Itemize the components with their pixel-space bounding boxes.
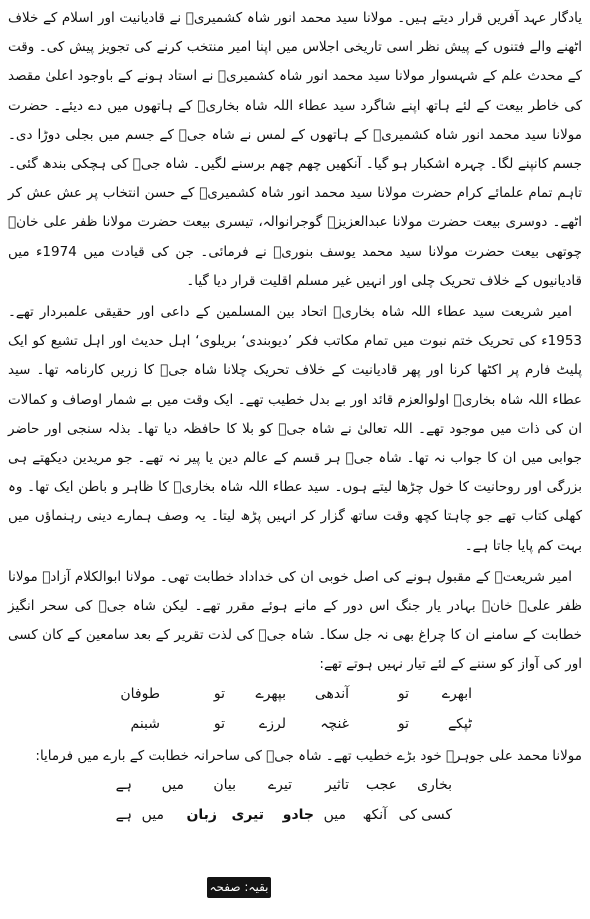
verse-2-line-2 [8, 803, 582, 833]
verse-word: عجب [365, 776, 397, 793]
verse-word: میں [161, 776, 184, 793]
verse-word: لرزے [259, 715, 286, 732]
verse-word: میں [141, 806, 164, 823]
paragraph-3: امیر شریعتؒ کے مقبول ہونے کی اصل خوبی ان کی خداداد خطابت تھی۔ مولانا ابوالکلام آزادؒ مولانا ظفر علیؒ خانؒ بہادر یار جنگ اس دور کے مانے ہوئے مقرر تھے۔ لیکن شاہ جیؒ کی سحر انگیز خطابت کے سامنے ان کا چراغ بھی نہ جل سکا۔ شاہ جیؒ کی لذت تقریر کے بعد سامعین کے کان کسی اور کی آواز کو سننے کے لئے تیار نہیں ہوتے تھے: [8, 568, 582, 673]
verse-word: غنچہ [320, 715, 349, 732]
verse-word: تو [397, 685, 409, 702]
verse-word: تو [397, 715, 409, 732]
verse-word: بخاری [417, 776, 452, 793]
verse-2-line-1 [8, 773, 582, 803]
verse-word: تو [213, 685, 225, 702]
verse-word: تیری [231, 806, 264, 823]
verse-word: تاثیر [324, 776, 349, 793]
verse-word: میں [323, 806, 346, 823]
verse-word: تیرے [267, 776, 292, 793]
verse-word: بیان [213, 776, 236, 793]
verse-1-line-2 [8, 712, 582, 742]
verse-word: ابھرے [441, 685, 472, 702]
verse-1-line-1 [8, 682, 582, 712]
verse-word: کسی [421, 806, 452, 823]
verse-word: کی [398, 806, 417, 823]
paragraph-2: امیر شریعت سید عطاء اللہ شاہ بخاریؒ اتحاد بین المسلمین کے داعی اور حقیقی علمبردار تھے۔ 1953ء کی تحریک ختم نبوت میں تمام مکاتب فکر ’دیوبندی‘ بریلوی‘ اہل حدیث اور اہل تشیع کو ایک پلیٹ فارم پر اکٹھا کرنا اور پھر قادیانیت کے خلاف تحریک چلانا شاہ جیؒ کا زریں کارنامہ تھا۔ سید عطاء اللہ شاہ بخاریؒ اولوالعزم قائد اور بے بدل خطیب تھے۔ ایک وقت میں بے شمار اوصاف و کمالات ان کی ذات میں موجود تھے۔ اللہ تعالیٰ نے شاہ جیؒ کو بلا کا حافظہ دیا تھا۔ بذلہ سنجی اور حاضر جوابی میں ان کا جواب نہ تھا۔ شاہ جیؒ ہر قسم کے عالم دین یا پیر نہ تھے۔ جو مریدین دیکھتے ہی بزرگی اور روحانیت کا خول چڑھا لیتے ہوں۔ سید عطاء اللہ شاہ بخاریؒ کا ظاہر و باطن ایک تھا۔ وہ کھلی کتاب تھے جو چاہتا کچھ وقت ساتھ گزار کر انہیں پڑھ لیتا۔ یہ وصف ہمارے دینی رہنماؤں میں بہت کم پایا جاتا ہے۔ [8, 304, 582, 554]
verse-word: زبان [186, 806, 217, 823]
verse-word: ہے [115, 776, 132, 793]
paragraph-1: یادگار عہد آفریں قرار دیتے ہیں۔ مولانا سید محمد انور شاہ کشمیریؒ نے قادیانیت اور اسلام کے خلاف اٹھنے والے فتنوں کے پیش نظر اسی تاریخی اجلاس میں اپنا امیر منتخب کرنے کی تجویز پیش کی۔ وقت کے محدث علم کے شہسوار مولانا سید محمد انور شاہ کشمیریؒ نے استاد ہونے کے باوجود اعلیٰ مقصد کی خاطر بیعت کے لئے ہاتھ اپنے شاگرد سید عطاء اللہ شاہ بخاریؒ کے ہاتھوں میں دے دیئے۔ حضرت مولانا سید محمد انور شاہ کشمیریؒ کے ہاتھوں کے لمس نے شاہ جیؒ کے جسم میں بجلی دوڑا دی۔ جسم کانپنے لگا۔ چہرہ اشکبار ہو گیا۔ آنکھیں چھم چھم برسنے لگیں۔ شاہ جیؒ کی ہچکی بندھ گئی۔ تاہم تمام علمائے کرام حضرت مولانا سید محمد انور شاہ کشمیریؒ کے حسن انتخاب پر عش عش کر اٹھے۔ دوسری بیعت حضرت مولانا عبدالعزیزؒ گوجرانوالہ، تیسری بیعت حضرت مولانا ظفر علی خانؒ چوتھی بیعت حضرت مولانا سید محمد یوسف بنوریؒ نے فرمائی۔ جن کی قیادت میں 1974ء میں قادیانیوں کے خلاف تحریک چلی اور انہیں غیر مسلم اقلیت قرار دیا گیا۔ [8, 10, 583, 289]
mid-paragraph: مولانا محمد علی جوہرؒ خود بڑے خطیب تھے۔ شاہ جیؒ کی ساحرانہ خطابت کے بارے میں فرمایا: [35, 747, 582, 764]
verse-word: شبنم [130, 715, 160, 732]
verse-word: آندھی [314, 685, 349, 702]
verse-word: تو [213, 715, 225, 732]
verse-word: جادو [282, 806, 314, 823]
verse-word: بپھرے [255, 685, 286, 702]
verse-word: طوفان [120, 685, 160, 702]
verse-word: ہے [115, 806, 132, 823]
verse-word: آنکھ [362, 806, 387, 823]
verse-word: ٹپکے [447, 715, 472, 732]
continuation-tag: بقیہ: صفحہ 13 پر [207, 877, 271, 898]
